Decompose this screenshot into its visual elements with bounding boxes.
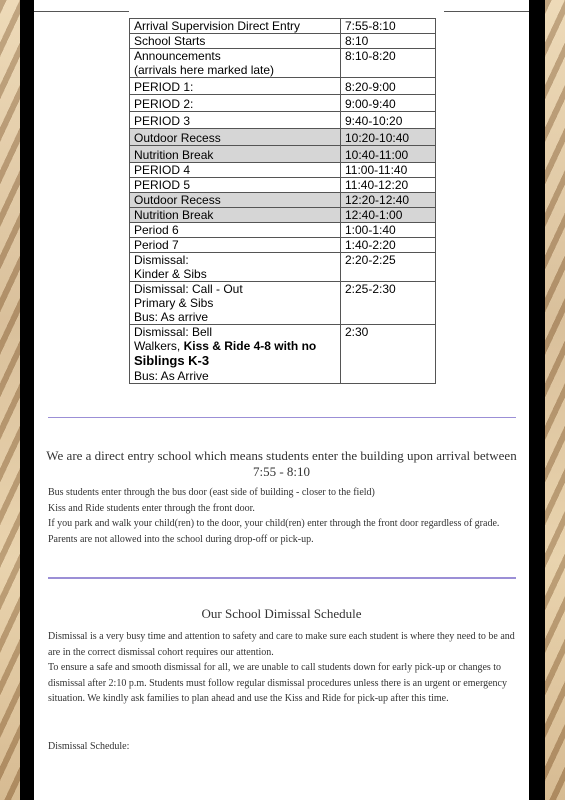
- entry-line: Bus students enter through the bus door (east side of building - closer to the field): [48, 487, 375, 498]
- page-border-left: [20, 0, 34, 800]
- time-cell: 1:00-1:40: [341, 223, 436, 238]
- wood-background-left: [0, 0, 20, 800]
- entry-paragraph: [48, 485, 518, 547]
- time-cell: 9:40-10:20: [341, 112, 436, 129]
- dismissal-heading: Our School Dimissal Schedule: [201, 606, 362, 621]
- event-text-bold: Kiss & Ride 4-8 with no: [183, 339, 317, 353]
- event-cell: School Starts: [130, 34, 341, 49]
- event-line: Announcements: [134, 49, 221, 63]
- event-cell: Period 6: [130, 223, 341, 238]
- section-divider: [48, 577, 516, 579]
- event-cell: Period 7: [130, 238, 341, 253]
- wood-background-right: [545, 0, 565, 800]
- table-row: [130, 49, 436, 78]
- event-line: Kinder & Sibs: [134, 267, 207, 281]
- time-cell: 12:40-1:00: [341, 208, 436, 223]
- entry-heading: We are a direct entry school which means students enter the building upon arrival between 7:55 - 8:10: [46, 448, 517, 479]
- newsletter-page: [34, 0, 529, 800]
- time-cell: 12:20-12:40: [341, 193, 436, 208]
- event-line: Primary & Sibs: [134, 296, 214, 310]
- time-cell: 2:25-2:30: [341, 282, 436, 325]
- table-row: [130, 325, 436, 384]
- table-row: [130, 223, 436, 238]
- event-line: Dismissal: Bell: [134, 325, 213, 339]
- time-cell: 10:40-11:00: [341, 146, 436, 163]
- dismissal-schedule-label: Dismissal Schedule:: [48, 741, 130, 752]
- time-cell: 10:20-10:40: [341, 129, 436, 146]
- event-line: Dismissal: Call - Out: [134, 282, 243, 296]
- event-cell: Nutrition Break: [130, 208, 341, 223]
- event-text: Walkers,: [134, 339, 184, 353]
- event-cell: Nutrition Break: [130, 146, 341, 163]
- divider-top-right: [444, 11, 529, 12]
- event-cell: PERIOD 4: [130, 163, 341, 178]
- time-cell: 9:00-9:40: [341, 95, 436, 112]
- time-cell: 2:20-2:25: [341, 253, 436, 282]
- table-row: [130, 253, 436, 282]
- time-cell: 11:00-11:40: [341, 163, 436, 178]
- table-row: [130, 95, 436, 112]
- time-cell: 7:55-8:10: [341, 19, 436, 34]
- event-cell: Arrival Supervision Direct Entry: [130, 19, 341, 34]
- dismissal-line: To ensure a safe and smooth dismissal for all, we are unable to call students down for early pick-up or changes to dismissal after 2:10 p.m. Students must follow regular dismissal procedures unless there is an urgent or emergency situation. We kindly ask families to plan ahead and use the Kiss and Ride for pick-up after this time.: [48, 662, 507, 704]
- table-row: [130, 282, 436, 325]
- table-row: [130, 146, 436, 163]
- event-line: (arrivals here marked late): [134, 63, 275, 77]
- event-cell: [130, 253, 341, 282]
- event-cell: PERIOD 1:: [130, 78, 341, 95]
- time-cell: 8:10-8:20: [341, 49, 436, 78]
- time-cell: 11:40-12:20: [341, 178, 436, 193]
- entry-line: Kiss and Ride students enter through the front door.: [48, 502, 255, 514]
- divider-top-left: [34, 11, 129, 12]
- event-line: Dismissal:: [134, 253, 189, 267]
- event-cell: [130, 49, 341, 78]
- table-row: [130, 163, 436, 178]
- table-row: [130, 19, 436, 34]
- event-cell: [130, 325, 341, 384]
- table-row: [130, 178, 436, 193]
- time-cell: 8:10: [341, 34, 436, 49]
- event-line: Bus: As arrive: [134, 310, 209, 324]
- dismissal-paragraph: [48, 629, 518, 707]
- event-line: [134, 339, 336, 353]
- event-line: Bus: As Arrive: [134, 369, 209, 383]
- bell-schedule-table: [129, 18, 436, 384]
- event-cell: Outdoor Recess: [130, 193, 341, 208]
- page-border-right: [529, 0, 545, 800]
- event-cell: [130, 282, 341, 325]
- table-row: [130, 208, 436, 223]
- time-cell: 8:20-9:00: [341, 78, 436, 95]
- time-cell: 1:40-2:20: [341, 238, 436, 253]
- event-cell: Outdoor Recess: [130, 129, 341, 146]
- table-row: [130, 238, 436, 253]
- table-row: [130, 34, 436, 49]
- dismissal-line: Dismissal is a very busy time and attention to safety and care to make sure each student is where they need to be and are in the correct dismissal cohort requires our attention.: [48, 631, 515, 658]
- entry-line: If you park and walk your child(ren) to the door, your child(ren) enter through the front door regardless of grade. Parents are not allowed into the school during drop-off or pick-up.: [48, 518, 500, 545]
- event-cell: PERIOD 5: [130, 178, 341, 193]
- time-cell: 2:30: [341, 325, 436, 384]
- table-row: [130, 112, 436, 129]
- section-divider: [48, 417, 516, 418]
- event-line: Siblings K-3: [134, 353, 210, 368]
- table-row: [130, 193, 436, 208]
- table-row: [130, 78, 436, 95]
- event-cell: PERIOD 2:: [130, 95, 341, 112]
- table-row: [130, 129, 436, 146]
- event-cell: PERIOD 3: [130, 112, 341, 129]
